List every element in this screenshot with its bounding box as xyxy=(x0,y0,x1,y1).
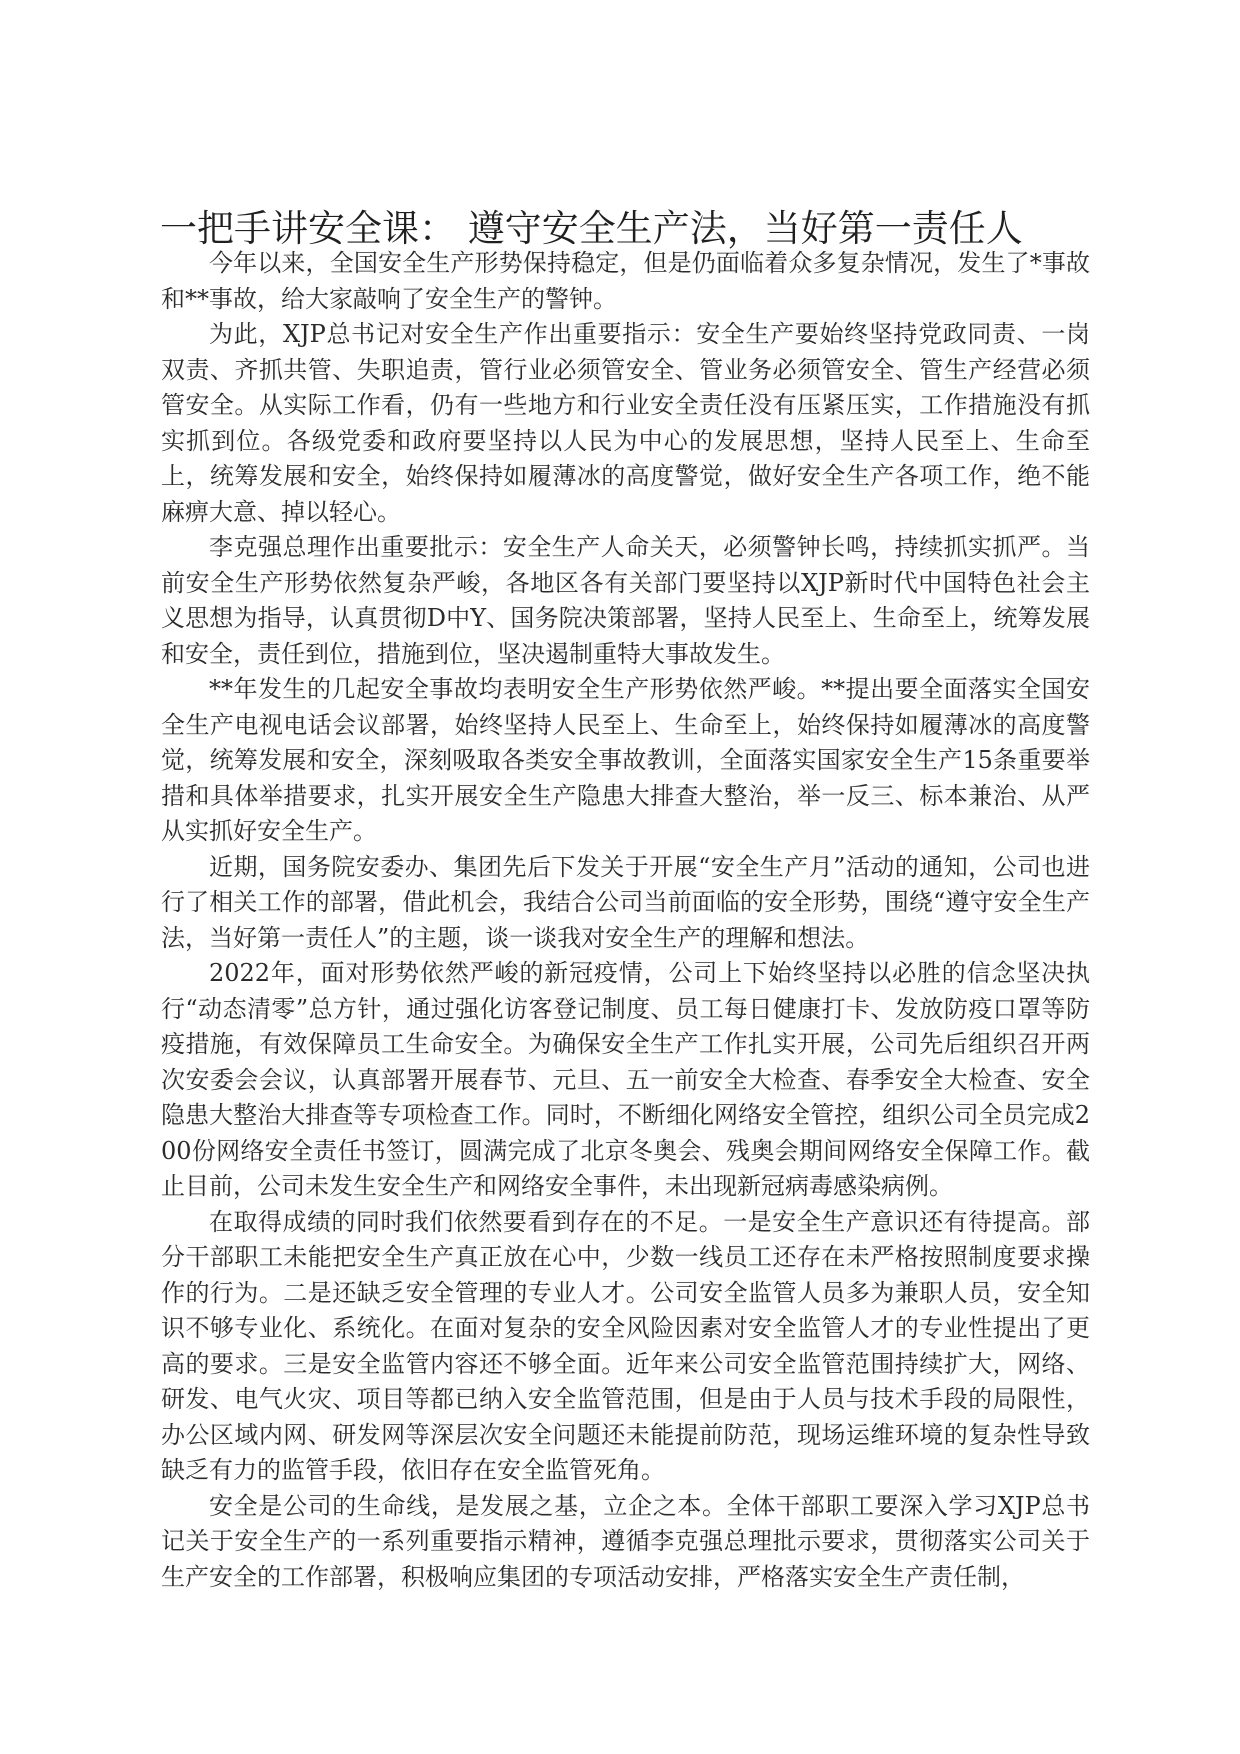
paragraph-2022-work: 2022年，面对形势依然严峻的新冠疫情，公司上下始终坚持以必胜的信念坚决执行“动态清零”总方针，通过强化访客登记制度、员工每日健康打卡、发放防疫口罩等防疫措施，有效保障员工生命安全。为确保安全生产工作扎实开展，公司先后组织召开两次安委会会议，认真部署开展春节、元旦、五一前安全大检查、春季安全大检查、安全隐患大整治大排查等专项检查工作。同时，不断细化网络安全管控，组织公司全员完成200份网络安全责任书签订，圆满完成了北京冬奥会、残奥会期间网络安全保障工作。截止目前，公司未发生安全生产和网络安全事件，未出现新冠病毒感染病例。 xyxy=(161,959,1090,1200)
paragraph-intro: 今年以来，全国安全生产形势保持稳定，但是仍面临着众多复杂情况，发生了*事故和**事故，给大家敲响了安全生产的警钟。 xyxy=(161,249,1090,313)
paragraph-safety-month: 近期，国务院安委办、集团先后下发关于开展“安全生产月”活动的通知，公司也进行了相关工作的部署，借此机会，我结合公司当前面临的安全形势，围绕“遵守安全生产法，当好第一责任人”的主题，谈一谈我对安全生产的理解和想法。 xyxy=(161,852,1090,952)
paragraph-premier-instruction: 李克强总理作出重要批示：安全生产人命关天，必须警钟长鸣，持续抓实抓严。当前安全生产形势依然复杂严峻，各地区各有关部门要坚持以XJP新时代中国特色社会主义思想为指导，认真贯彻D中Y、国务院决策部署，坚持人民至上、生命至上，统筹发展和安全，责任到位，措施到位，坚决遏制重特大事故发生。 xyxy=(161,533,1090,668)
paragraph-lifeline: 安全是公司的生命线，是发展之基，立企之本。全体干部职工要深入学习XJP总书记关于安全生产的一系列重要指示精神，遵循李克强总理批示要求，贯彻落实公司关于生产安全的工作部署，积极响应集团的专项活动安排，严格落实安全生产责任制， xyxy=(161,1491,1090,1591)
paragraph-shortcomings: 在取得成绩的同时我们依然要看到存在的不足。一是安全生产意识还有待提高。部分干部职工未能把安全生产真正放在心中，少数一线员工还存在未严格按照制度要求操作的行为。二是还缺乏安全管理的专业人才。公司安全监管人员多为兼职人员，安全知识不够专业化、系统化。在面对复杂的安全风险因素对安全监管人才的专业性提出了更高的要求。三是安全监管内容还不够全面。近年来公司安全监管范围持续扩大，网络、研发、电气火灾、项目等都已纳入安全监管范围，但是由于人员与技术手段的局限性，办公区域内网、研发网等深层次安全问题还未能提前防范，现场运维环境的复杂性导致缺乏有力的监管手段，依旧存在安全监管死角。 xyxy=(161,1207,1090,1484)
paragraph-xjp-instruction: 为此，XJP总书记对安全生产作出重要指示：安全生产要始终坚持党政同责、一岗双责、齐抓共管、失职追责，管行业必须管安全、管业务必须管安全、管生产经营必须管安全。从实际工作看，仍有一些地方和行业安全责任没有压紧压实，工作措施没有抓实抓到位。各级党委和政府要坚持以人民为中心的发展思想，坚持人民至上、生命至上，统筹发展和安全，始终保持如履薄冰的高度警觉，做好安全生产各项工作，绝不能麻痹大意、掉以轻心。 xyxy=(161,320,1090,526)
document-title: 一把手讲安全课： 遵守安全生产法，当好第一责任人 xyxy=(160,207,1023,250)
paragraph-accidents: **年发生的几起安全事故均表明安全生产形势依然严峻。**提出要全面落实全国安全生产电视电话会议部署，始终坚持人民至上、生命至上，始终保持如履薄冰的高度警觉，统筹发展和安全，深刻吸取各类安全事故教训，全面落实国家安全生产15条重要举措和具体举措要求，扎实开展安全生产隐患大排查大整治，举一反三、标本兼治、从严从实抓好安全生产。 xyxy=(161,675,1090,845)
document-body xyxy=(161,246,1090,1595)
